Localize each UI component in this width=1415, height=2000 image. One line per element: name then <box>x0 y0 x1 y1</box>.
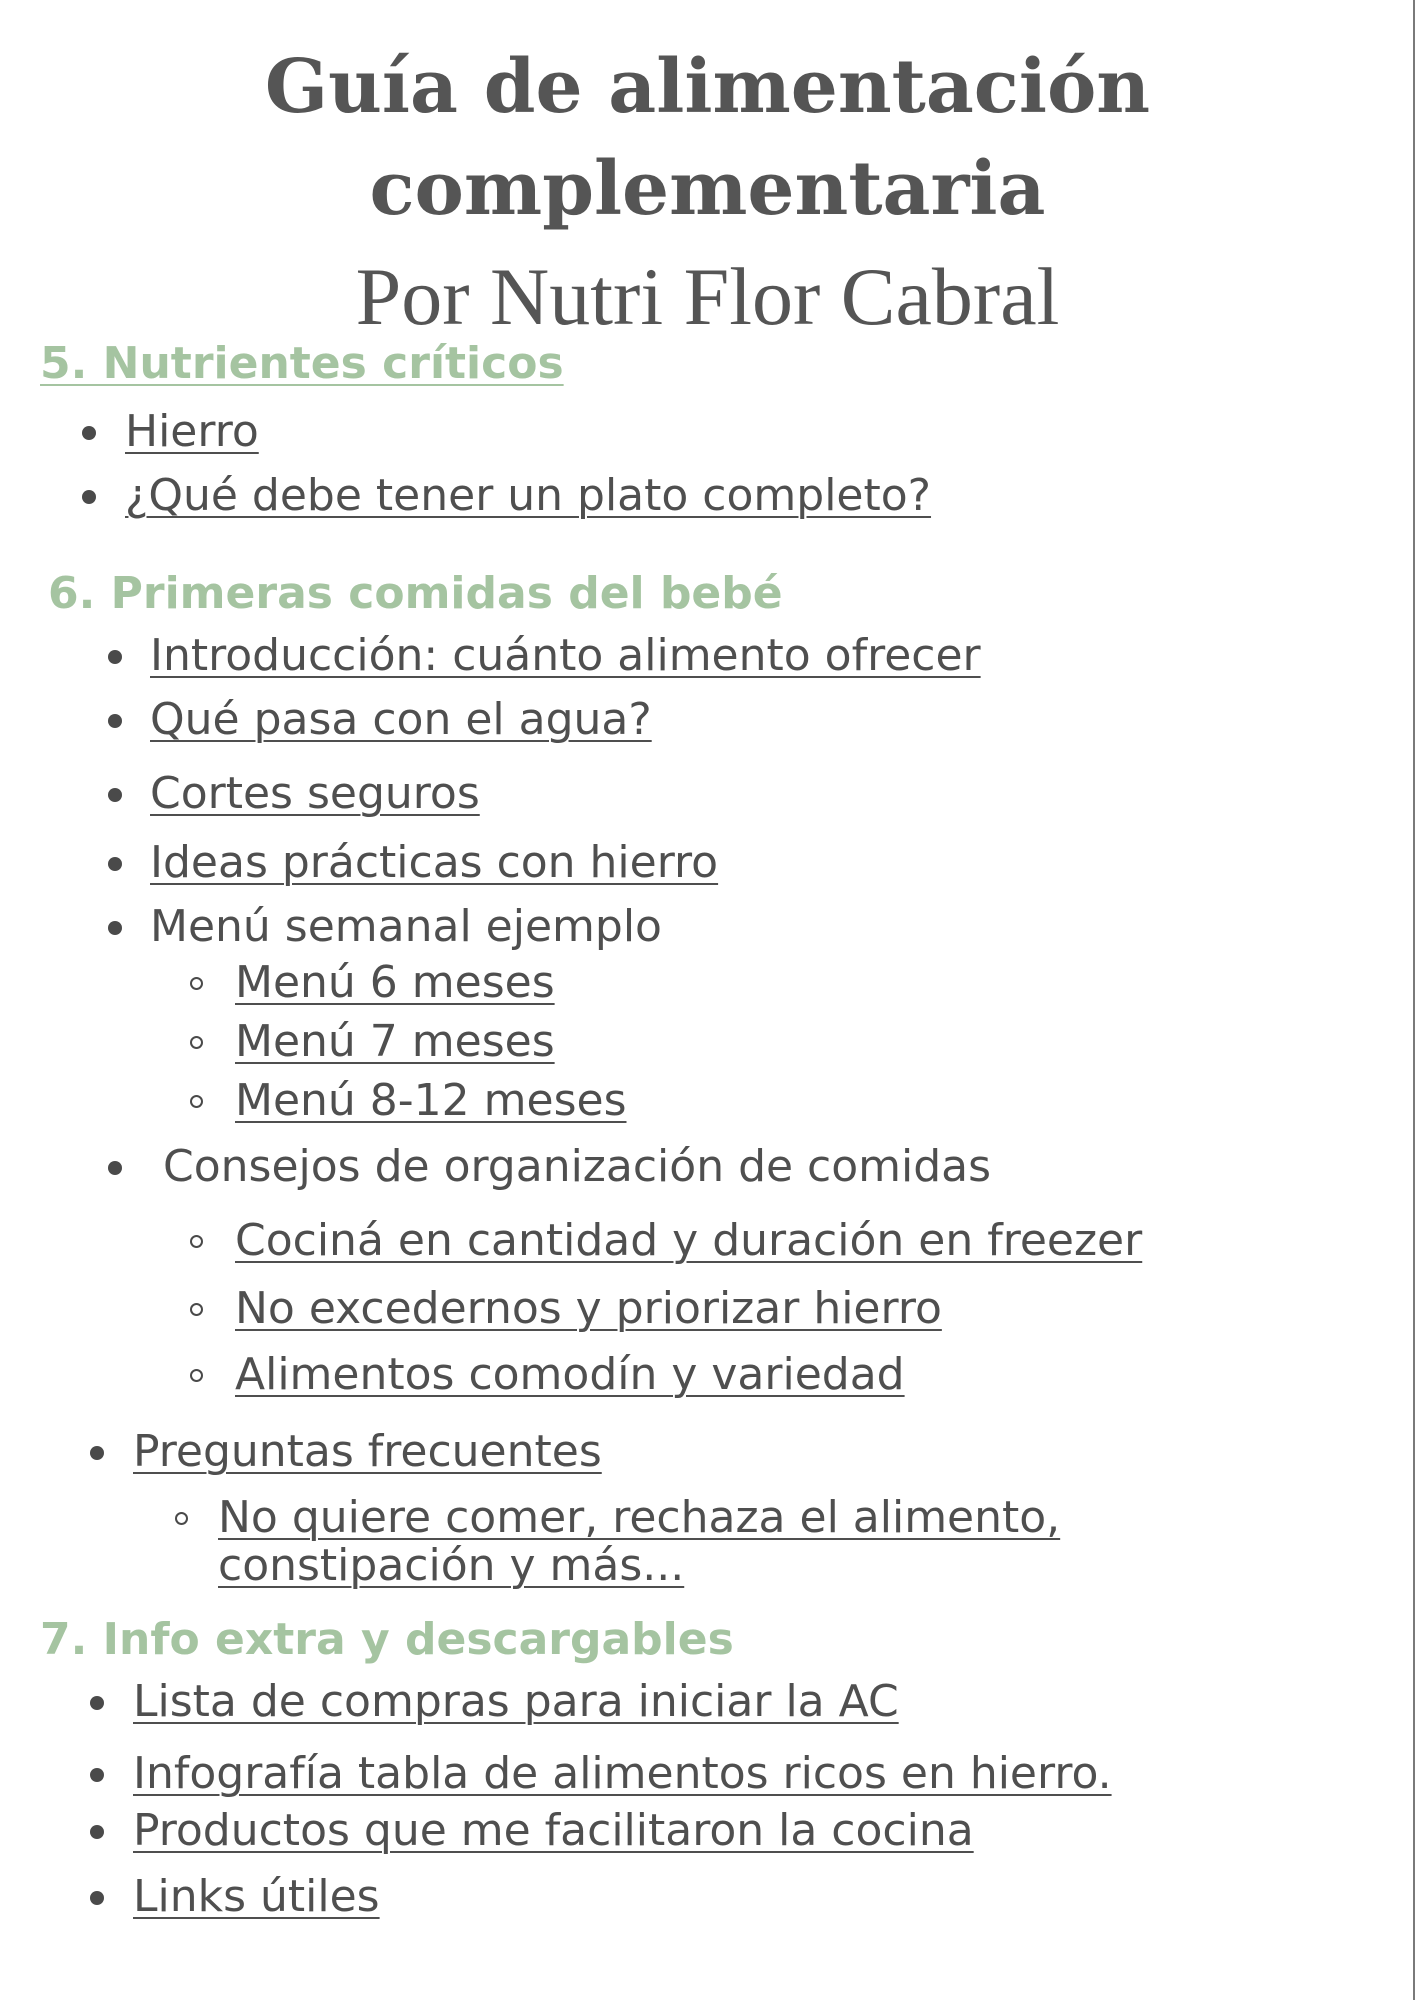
link-lista-compras[interactable]: Lista de compras para iniciar la AC <box>133 1676 899 1727</box>
bullet-icon <box>108 714 122 728</box>
link-productos-cocina[interactable]: Productos que me facilitaron la cocina <box>133 1805 974 1856</box>
bullet-icon <box>108 650 122 664</box>
sub-bullet-icon <box>190 1095 203 1108</box>
list-item[interactable] <box>150 694 652 745</box>
list-item[interactable] <box>150 768 480 819</box>
link-plato-completo[interactable]: ¿Qué debe tener un plato completo? <box>125 470 932 521</box>
list-item[interactable] <box>133 1805 974 1856</box>
bullet-icon <box>90 1696 104 1710</box>
bullet-icon <box>82 490 96 504</box>
link-alimentos-comodin[interactable]: Alimentos comodín y variedad <box>235 1349 905 1400</box>
link-preguntas-frecuentes[interactable]: Preguntas frecuentes <box>133 1426 602 1477</box>
link-no-quiere-comer-line1[interactable]: No quiere comer, rechaza el alimento, <box>218 1492 1061 1543</box>
sub-bullet-icon <box>190 1303 203 1316</box>
link-menu-7-meses[interactable]: Menú 7 meses <box>235 1016 555 1067</box>
list-item[interactable] <box>133 1426 602 1477</box>
bullet-icon <box>108 921 122 935</box>
link-menu-6-meses[interactable]: Menú 6 meses <box>235 957 555 1008</box>
bullet-icon <box>108 857 122 871</box>
list-item[interactable] <box>133 1871 380 1922</box>
sub-bullet-icon <box>190 1369 203 1382</box>
link-hierro[interactable]: Hierro <box>125 406 259 457</box>
section-heading-primeras-comidas: 6. Primeras comidas del bebé <box>48 568 783 619</box>
sub-list-item[interactable] <box>235 1075 627 1126</box>
sub-bullet-icon <box>190 1036 203 1049</box>
list-item[interactable] <box>133 1748 1112 1799</box>
page-subtitle: Por Nutri Flor Cabral <box>355 251 1060 342</box>
link-cocina-cantidad[interactable]: Cociná en cantidad y duración en freezer <box>235 1215 1143 1266</box>
list-item-consejos: Consejos de organización de comidas <box>163 1141 992 1192</box>
link-no-excedernos[interactable]: No excedernos y priorizar hierro <box>235 1283 942 1334</box>
page-title-line1: Guía de alimentación <box>264 44 1151 130</box>
bullet-icon <box>108 1161 122 1175</box>
bullet-icon <box>90 1891 104 1905</box>
sub-list-item-continued[interactable] <box>218 1540 685 1591</box>
link-introduccion[interactable]: Introducción: cuánto alimento ofrecer <box>150 630 981 681</box>
link-menu-8-12-meses[interactable]: Menú 8-12 meses <box>235 1075 627 1126</box>
section-heading-info-extra: 7. Info extra y descargables <box>40 1614 734 1665</box>
list-item[interactable] <box>150 837 719 888</box>
link-links-utiles[interactable]: Links útiles <box>133 1871 380 1922</box>
sub-bullet-icon <box>190 1235 203 1248</box>
sub-list-item[interactable] <box>235 1215 1143 1266</box>
sub-list-item[interactable] <box>235 1349 905 1400</box>
list-item-menu-semanal: Menú semanal ejemplo <box>150 901 662 952</box>
list-item[interactable] <box>133 1676 899 1727</box>
sub-list-item[interactable] <box>235 957 555 1008</box>
bullet-icon <box>90 1825 104 1839</box>
link-no-quiere-comer-line2[interactable]: constipación y más... <box>218 1540 685 1591</box>
sub-bullet-icon <box>190 977 203 990</box>
link-cortes-seguros[interactable]: Cortes seguros <box>150 768 480 819</box>
bullet-icon <box>90 1768 104 1782</box>
link-agua[interactable]: Qué pasa con el agua? <box>150 694 652 745</box>
list-item[interactable] <box>150 630 981 681</box>
sub-list-item[interactable] <box>235 1283 942 1334</box>
list-item[interactable] <box>125 406 259 457</box>
sub-list-item[interactable] <box>218 1492 1061 1543</box>
sub-bullet-icon <box>175 1512 188 1525</box>
link-infografia-hierro[interactable]: Infografía tabla de alimentos ricos en hierro. <box>133 1748 1112 1799</box>
bullet-icon <box>108 788 122 802</box>
link-ideas-hierro[interactable]: Ideas prácticas con hierro <box>150 837 719 888</box>
bullet-icon <box>82 426 96 440</box>
list-item[interactable] <box>125 470 932 521</box>
sub-list-item[interactable] <box>235 1016 555 1067</box>
page-title-line2: complementaria <box>369 146 1046 232</box>
section-heading-nutrientes[interactable]: 5. Nutrientes críticos <box>40 338 564 389</box>
bullet-icon <box>90 1446 104 1460</box>
